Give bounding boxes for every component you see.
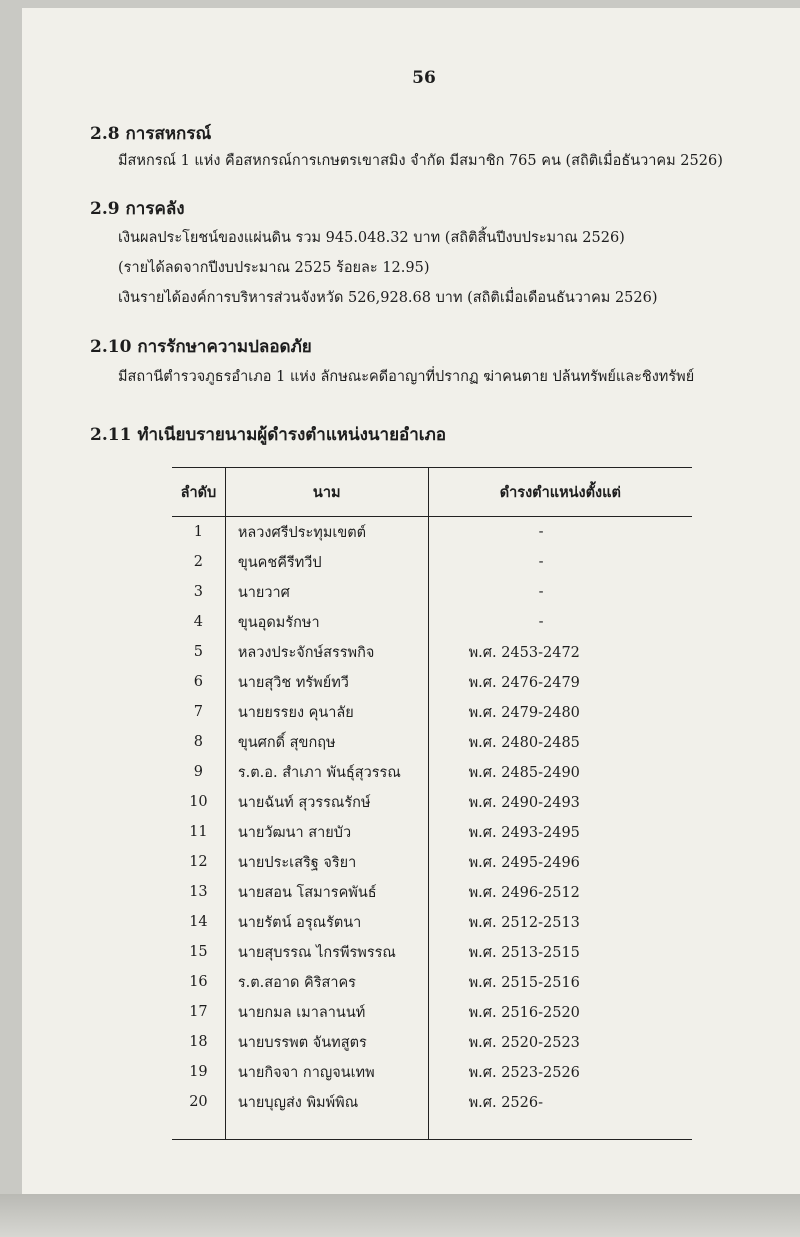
row-number: 7 [172,697,225,727]
district-chiefs-table [172,467,692,1140]
table-row [172,637,692,667]
row-term: พ.ศ. 2496-2512 [468,884,580,901]
row-name: ร.ต.อ. สำเภา พันธุ์สุวรรณ [225,757,428,787]
table-header-row [172,468,692,517]
heading-security: 2.10 การรักษาความปลอดภัย [90,337,312,357]
row-term: - [538,524,544,540]
row-term: - [538,584,544,600]
table-row [172,787,692,817]
row-term: พ.ศ. 2516-2520 [468,1004,580,1021]
row-number: 15 [172,937,225,967]
row-name: นายวาศ [225,577,428,607]
row-number: 18 [172,1027,225,1057]
row-name: หลวงศรีประทุมเขตต์ [225,517,428,548]
row-name: นายบุญส่ง พิมพ์พิณ [225,1087,428,1117]
row-name: นายวัฒนา สายบัว [225,817,428,847]
paragraph-security: มีสถานีตำรวจภูธรอำเภอ 1 แห่ง ลักษณะคดีอาญาที่ปรากฏ ฆ่าคนตาย ปล้นทรัพย์และชิงทรัพย์ [118,369,695,385]
heading-cooperatives: 2.8 การสหกรณ์ [90,124,212,144]
table-row [172,517,692,548]
header-order: ลำดับ [172,468,225,517]
row-term: พ.ศ. 2493-2495 [468,824,580,841]
row-number: 9 [172,757,225,787]
row-number: 14 [172,907,225,937]
row-term: พ.ศ. 2480-2485 [468,734,580,751]
row-term: - [538,554,544,570]
row-number: 13 [172,877,225,907]
row-term: พ.ศ. 2490-2493 [468,794,580,811]
table-row [172,847,692,877]
paragraph-finance-provincial: เงินรายได้องค์การบริหารส่วนจังหวัด 526,928.68 บาท (สถิติเมื่อเดือนธันวาคม 2526) [118,290,658,306]
row-name: ขุนอุดมรักษา [225,607,428,637]
row-name: นายกิจจา กาญจนเทพ [225,1057,428,1087]
row-term: พ.ศ. 2485-2490 [468,764,580,781]
paragraph-finance-decrease: (รายได้ลดจากปีงบประมาณ 2525 ร้อยละ 12.95) [118,260,430,276]
row-number: 2 [172,547,225,577]
table-row [172,967,692,997]
row-term: พ.ศ. 2520-2523 [468,1034,580,1051]
row-name: นายสุบรรณ ไกรพีรพรรณ [225,937,428,967]
row-term: พ.ศ. 2526- [468,1094,543,1111]
row-term: พ.ศ. 2495-2496 [468,854,580,871]
row-name: นายฉันท์ สุวรรณรักษ์ [225,787,428,817]
row-name: นายยรรยง คุนาลัย [225,697,428,727]
table-row [172,547,692,577]
row-number: 12 [172,847,225,877]
paragraph-cooperatives: มีสหกรณ์ 1 แห่ง คือสหกรณ์การเกษตรเขาสมิง จำกัด มีสมาชิก 765 คน (สถิติเมื่อธันวาคม 2526) [118,153,723,169]
row-term: พ.ศ. 2453-2472 [468,644,580,661]
table-row [172,667,692,697]
row-name: นายสอน โสมารคพันธ์ [225,877,428,907]
table-row [172,1087,692,1117]
row-name: ขุนคชคีรีทวีป [225,547,428,577]
row-name: นายสุวิช ทรัพย์ทวี [225,667,428,697]
row-name: นายรัตน์ อรุณรัตนา [225,907,428,937]
row-number: 3 [172,577,225,607]
heading-finance: 2.9 การคลัง [90,199,185,219]
table-row [172,697,692,727]
table-row [172,1027,692,1057]
row-term: พ.ศ. 2476-2479 [468,674,580,691]
row-term: พ.ศ. 2523-2526 [468,1064,580,1081]
table-row [172,937,692,967]
heading-district-chiefs: 2.11 ทำเนียบรายนามผู้ดำรงตำแหน่งนายอำเภอ [90,425,447,445]
header-name: นาม [225,468,428,517]
page-number: 56 [412,68,436,88]
table-row [172,877,692,907]
row-name: นายบรรพต จันทสูตร [225,1027,428,1057]
row-number: 4 [172,607,225,637]
row-number: 10 [172,787,225,817]
row-number: 8 [172,727,225,757]
row-number: 19 [172,1057,225,1087]
row-number: 20 [172,1087,225,1117]
paragraph-finance-revenue: เงินผลประโยชน์ของแผ่นดิน รวม 945.048.32 บาท (สถิติสิ้นปีงบประมาณ 2526) [118,230,625,246]
header-term: ดำรงตำแหน่งตั้งแต่ [428,468,692,517]
row-number: 16 [172,967,225,997]
table-row [172,727,692,757]
table-row [172,997,692,1027]
row-term: - [538,614,544,630]
page-edge-shadow [0,1194,800,1237]
row-number: 1 [172,517,225,548]
district-chiefs-table-container [172,467,692,1140]
row-term: พ.ศ. 2515-2516 [468,974,580,991]
row-number: 5 [172,637,225,667]
row-name: หลวงประจักษ์สรรพกิจ [225,637,428,667]
table-row [172,607,692,637]
table-row [172,817,692,847]
row-name: นายประเสริฐ จริยา [225,847,428,877]
row-term: พ.ศ. 2512-2513 [468,914,580,931]
row-name: ร.ต.สอาด คิริสาคร [225,967,428,997]
row-number: 17 [172,997,225,1027]
table-row [172,577,692,607]
table-row [172,757,692,787]
row-name: นายกมล เมาลานนท์ [225,997,428,1027]
row-term: พ.ศ. 2513-2515 [468,944,580,961]
row-number: 6 [172,667,225,697]
table-row [172,907,692,937]
table-row [172,1057,692,1087]
table-bottom-spacer [172,1117,692,1140]
row-number: 11 [172,817,225,847]
row-name: ขุนศกดิ์ สุขกฤษ [225,727,428,757]
row-term: พ.ศ. 2479-2480 [468,704,580,721]
